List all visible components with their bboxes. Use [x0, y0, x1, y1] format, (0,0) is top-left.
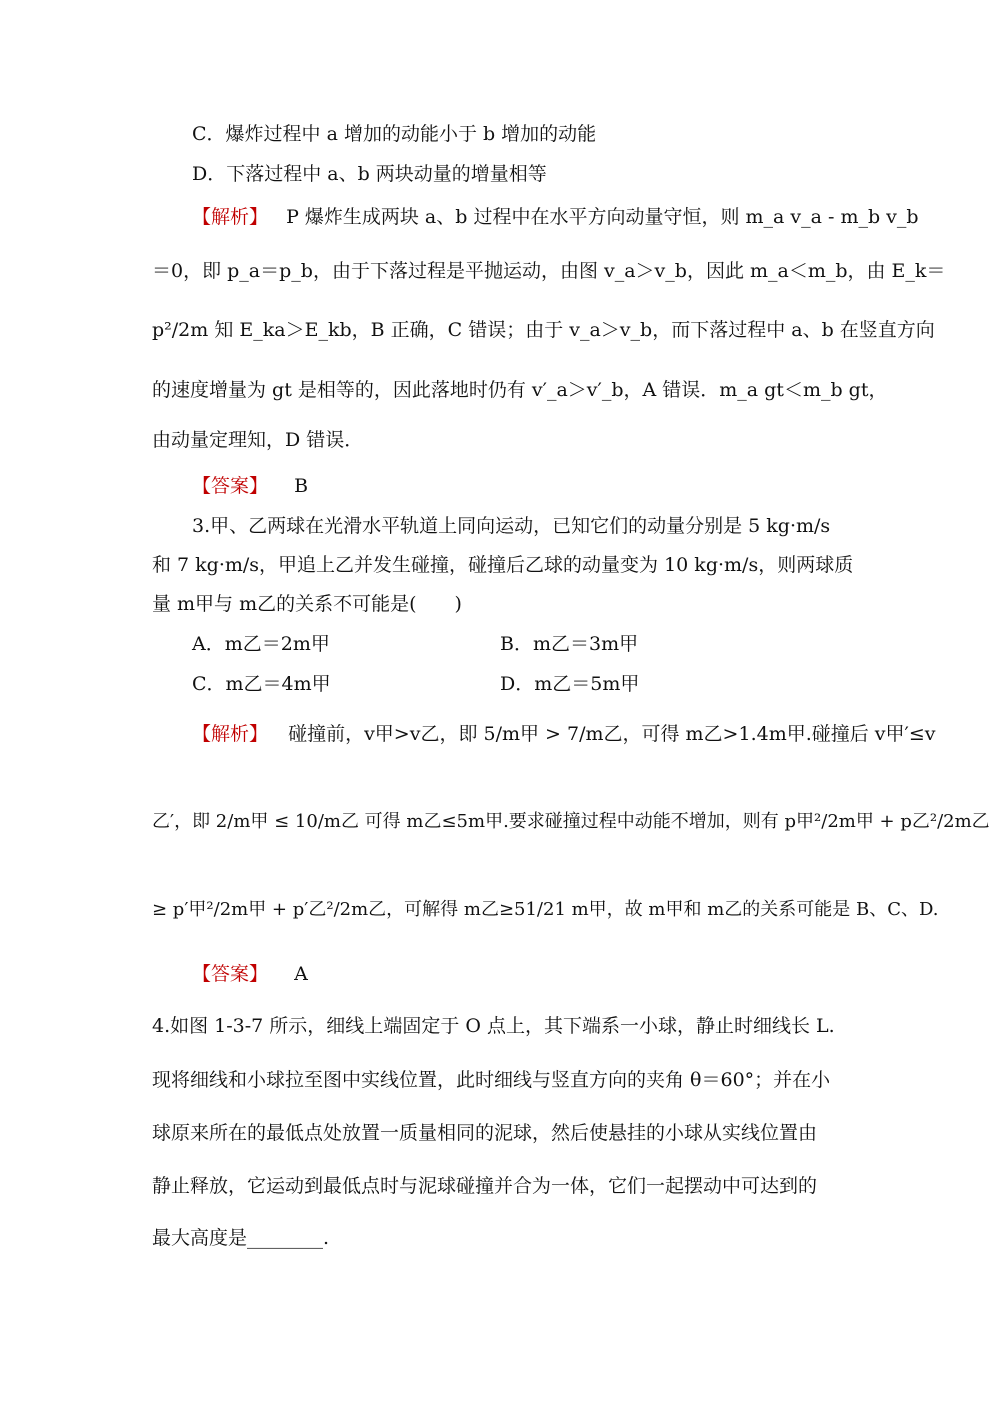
q3-option-d: D．m乙＝5m甲 — [500, 673, 640, 695]
answer-tag: 【答案】 — [192, 963, 269, 985]
q4-line-4: 静止释放，它运动到最低点时与泥球碰撞并合为一体，它们一起摆动中可达到的 — [152, 1175, 818, 1197]
answer-2-value: B — [294, 475, 309, 497]
q3-line-1: 3.甲、乙两球在光滑水平轨道上同向运动，已知它们的动量分别是 5 kg·m/s — [192, 515, 831, 537]
q3-line-3: 量 m甲与 m乙的关系不可能是( ) — [152, 593, 462, 615]
q3-option-c: C．m乙＝4m甲 — [192, 673, 331, 695]
analysis-2-line-2: ＝0，即 p_a＝p_b，由于下落过程是平抛运动，由图 v_a＞v_b，因此 m_a＜m_b，由 E_k＝ — [152, 260, 946, 282]
answer-3-value: A — [294, 963, 308, 985]
analysis-2-text-1: P 爆炸生成两块 a、b 过程中在水平方向动量守恒，则 m_a v_a - m_b v_b — [286, 206, 919, 228]
analysis-2-line-4: 的速度增量为 gt 是相等的，因此落地时仍有 v′_a＞v′_b，A 错误．m_a gt＜m_b gt， — [152, 379, 888, 401]
analysis-3-line-2: 乙′，即 2/m甲 ≤ 10/m乙 可得 m乙≤5m甲.要求碰撞过程中动能不增加，则有 p甲²/2m甲 + p乙²/2m乙 — [152, 811, 990, 832]
answer-tag: 【答案】 — [192, 475, 269, 497]
q3-line-2: 和 7 kg·m/s，甲追上乙并发生碰撞，碰撞后乙球的动量变为 10 kg·m/s，则两球质 — [152, 554, 854, 576]
q3-option-b: B．m乙＝3m甲 — [500, 633, 639, 655]
analysis-2-line-1 — [192, 205, 919, 229]
answer-3-line — [192, 962, 308, 986]
q3-option-a: A．m乙＝2m甲 — [192, 633, 330, 655]
option-c: C．爆炸过程中 a 增加的动能小于 b 增加的动能 — [192, 123, 597, 145]
q4-line-3: 球原来所在的最低点处放置一质量相同的泥球，然后使悬挂的小球从实线位置由 — [152, 1122, 818, 1144]
answer-2-line — [192, 474, 308, 498]
analysis-2-line-5: 由动量定理知，D 错误． — [152, 429, 364, 451]
q4-line-5: 最大高度是________. — [152, 1227, 330, 1249]
q4-line-1: 4.如图 1-3-7 所示，细线上端固定于 O 点上，其下端系一小球，静止时细线长 L. — [152, 1015, 835, 1037]
analysis-tag: 【解析】 — [192, 723, 269, 745]
analysis-2-line-3: p²/2m 知 E_ka＞E_kb，B 正确，C 错误；由于 v_a＞v_b，而下落过程中 a、b 在竖直方向 — [152, 319, 935, 341]
analysis-3-line-1 — [192, 722, 936, 746]
option-d: D．下落过程中 a、b 两块动量的增量相等 — [192, 163, 547, 185]
analysis-3-text-1: 碰撞前，v甲>v乙，即 5/m甲 > 7/m乙，可得 m乙>1.4m甲.碰撞后 v甲′≤v — [288, 723, 936, 745]
q4-line-2: 现将细线和小球拉至图中实线位置，此时细线与竖直方向的夹角 θ＝60°；并在小 — [152, 1069, 831, 1091]
analysis-tag: 【解析】 — [192, 206, 269, 228]
analysis-3-line-3: ≥ p′甲²/2m甲 + p′乙²/2m乙，可解得 m乙≥51/21 m甲，故 m甲和 m乙的关系可能是 B、C、D. — [152, 899, 939, 920]
